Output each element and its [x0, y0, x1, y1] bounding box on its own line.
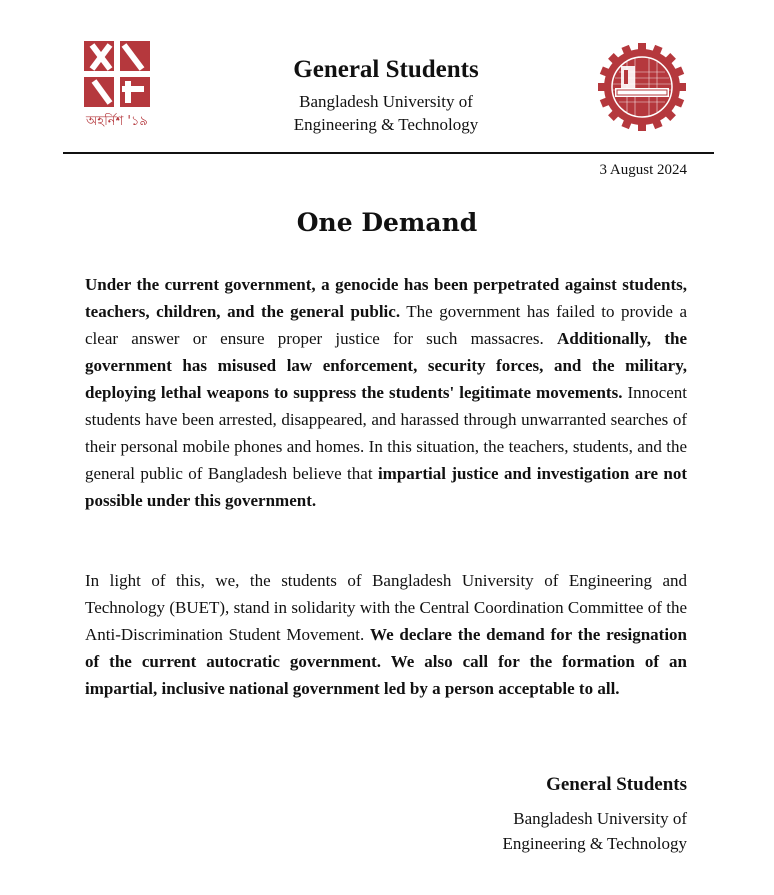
para1-text-2: Innocent students have been arrested, disappeared, and harassed through unwarranted searches of their personal mobile phones and homes. In this situation, the teachers, students, and the general public of Bangladesh believe that	[85, 383, 687, 483]
document-title: One Demand	[296, 208, 478, 237]
signature-sub-line1: Bangladesh University of	[513, 809, 687, 828]
buet-seal	[597, 42, 687, 132]
para1-bold-1: Under the current government, a genocide has been perpetrated against students, teachers, children, and the general public.	[85, 275, 687, 321]
letterhead	[240, 54, 532, 136]
paragraph-2	[85, 567, 687, 702]
document-date: 3 August 2024	[599, 162, 687, 178]
ahornish-logo	[84, 41, 154, 129]
header-sub-line1: Bangladesh University of	[299, 92, 473, 111]
header-sub-line2: Engineering & Technology	[293, 115, 479, 134]
header-title: General Students	[293, 56, 479, 83]
header-divider	[63, 152, 714, 154]
para2-bold-1: We declare the demand for the resignation of the current autocratic government. We also call for the formation of an impartial, inclusive national government led by a person acceptable to all.	[85, 625, 688, 698]
signature-block	[502, 772, 687, 856]
para1-text-1: The government has failed to provide a clear answer or ensure proper justice for such massacres.	[85, 302, 687, 348]
paragraph-1	[85, 271, 687, 514]
signature-sub-line2: Engineering & Technology	[502, 834, 687, 853]
header-subtitle	[240, 90, 532, 136]
signature-subtitle	[502, 806, 687, 856]
ahornish-emblem-icon	[84, 41, 154, 129]
para1-bold-2: Additionally, the government has misused law enforcement, security forces, and the military, deploying lethal weapons to suppress the students' legitimate movements.	[85, 329, 687, 402]
logo-caption: অহর্নিশ '১৯	[86, 114, 148, 129]
buet-seal-icon	[597, 42, 687, 132]
para1-bold-3: impartial justice and investigation are not possible under this government.	[85, 464, 688, 510]
para2-text-1: In light of this, we, the students of Bangladesh University of Engineering and Technology (BUET), stand in solidarity with the Central Coordination Committee of the Anti-Discrimination Student Movement.	[85, 571, 687, 644]
signature-title: General Students	[546, 774, 687, 795]
